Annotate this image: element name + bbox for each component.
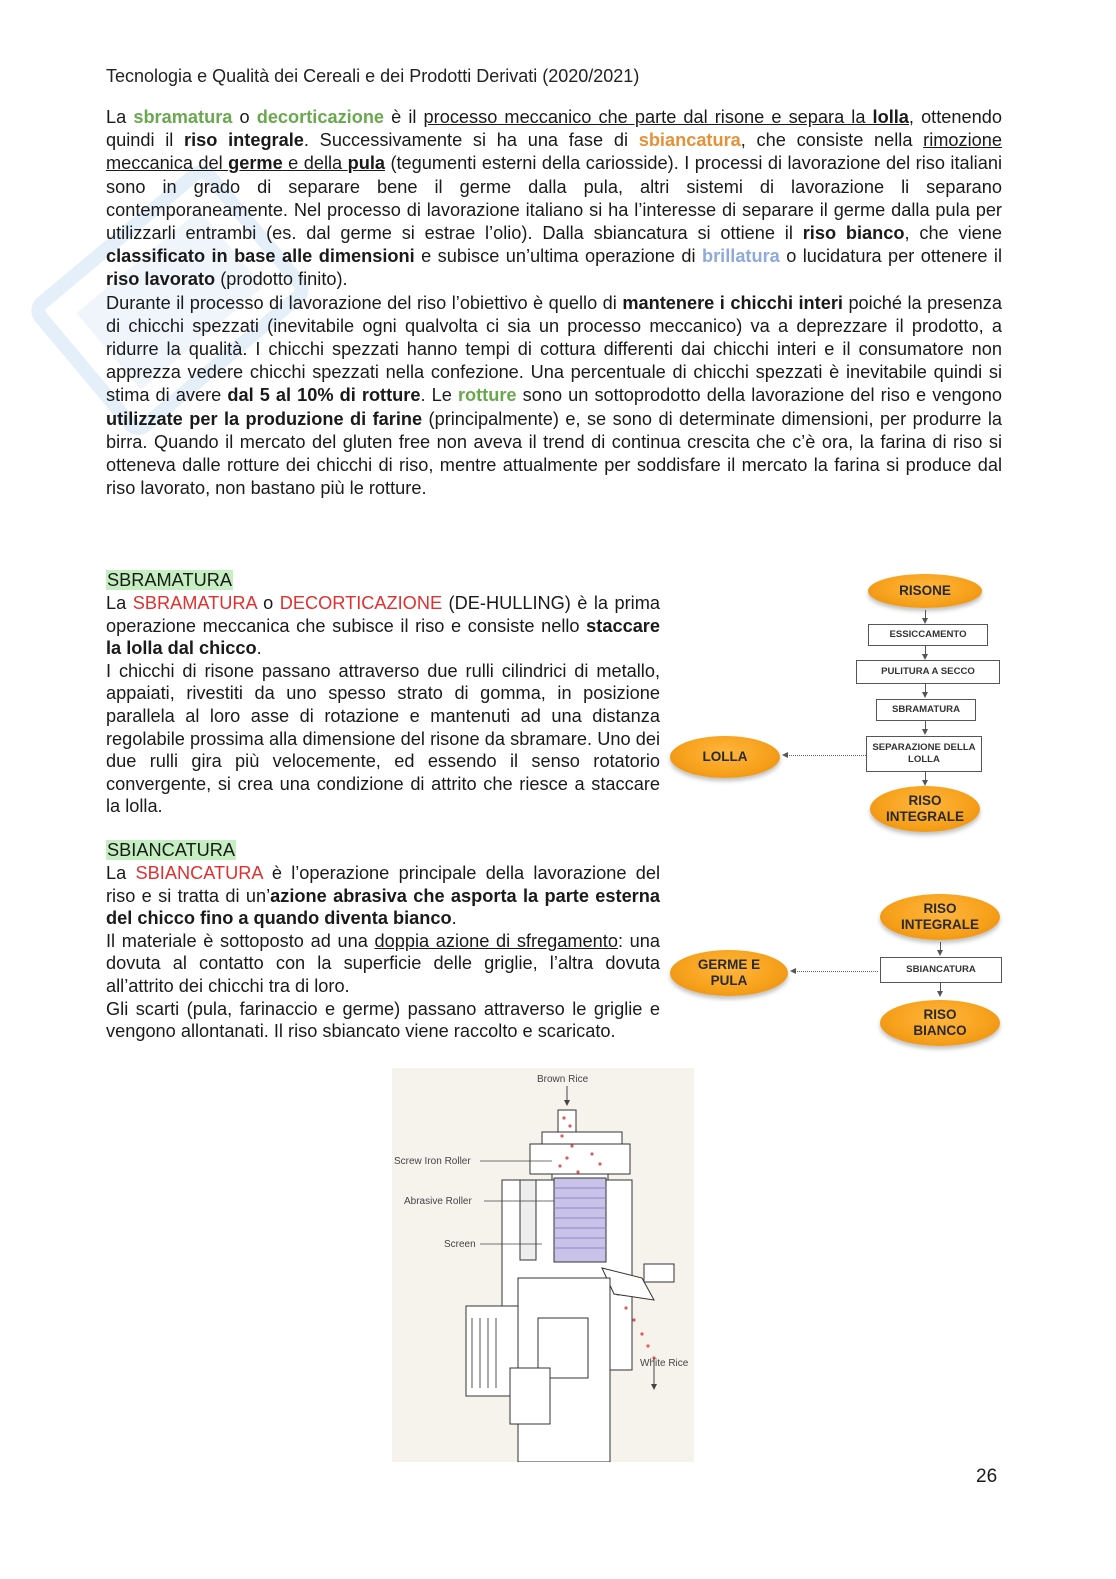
sbramatura-section	[106, 569, 660, 818]
flow-separazione: SEPARAZIONE DELLA LOLLA	[866, 736, 982, 772]
sbiancatura-paragraph-3: Gli scarti (pula, farinaccio e germe) passano attraverso le griglie e vengono allontanati. Il riso sbiancato viene raccolto e scaricato.	[106, 998, 660, 1042]
flow-riso-integrale: RISO INTEGRALE	[870, 786, 980, 832]
page-header: Tecnologia e Qualità dei Cereali e dei Prodotti Derivati (2020/2021)	[106, 66, 640, 86]
intro-text	[106, 106, 1002, 500]
label-white-rice: White Rice	[640, 1358, 689, 1369]
sbiancatura-section	[106, 839, 660, 1043]
flow-risone: RISONE	[868, 574, 982, 608]
sbiancatura-paragraph-2: Il materiale è sottoposto ad una doppia azione di sfregamento: una dovuta al contatto con la superficie delle griglie, l’altra dovuta all’attrito dei chicchi tra di loro.	[106, 930, 660, 996]
label-screen: Screen	[444, 1239, 476, 1250]
flow2-riso-integrale: RISO INTEGRALE	[880, 894, 1000, 940]
machine-illustration	[392, 1068, 694, 1462]
flow2-arrow-down-icon	[940, 983, 941, 995]
sbiancatura-title: SBIANCATURA	[107, 840, 236, 860]
flow2-arrow-down-icon	[940, 942, 941, 954]
sbramatura-paragraph-2: I chicchi di risone passano attraverso due rulli cilindrici di metallo, appaiati, rivestiti da uno spesso strato di gomma, in posizione parallela al loro asse di rotazione e mantenuti ad una distanza regolabile prossima alla dimensione del risone da sbramare. Uno dei due rulli gira più velocemente, ed essendo il senso rotatorio convergente, si crea una condizione di attrito che riesce a staccare la lolla.	[106, 660, 660, 817]
sbramatura-paragraph-1: La SBRAMATURA o DECORTICAZIONE (DE-HULLING) è la prima operazione meccanica che subisce il riso e consiste nello staccare la lolla dal chicco.	[106, 593, 660, 659]
label-brown-rice: Brown Rice	[537, 1074, 589, 1085]
flow-sbramatura: SBRAMATURA	[876, 699, 976, 721]
flow-pulitura: PULITURA A SECCO	[856, 660, 1000, 684]
label-screw-roller: Screw Iron Roller	[394, 1156, 471, 1167]
flow-arrow-down-icon	[925, 646, 926, 658]
flow2-riso-bianco: RISO BIANCO	[880, 1000, 1000, 1046]
flow2-sbiancatura: SBIANCATURA	[880, 957, 1002, 983]
flow2-germe-pula: GERME E PULA	[670, 950, 788, 996]
intro-paragraph-2: Durante il processo di lavorazione del riso l’obiettivo è quello di mantenere i chicchi interi poiché la presenza di chicchi spezzati (inevitabile ogni qualvolta ci sia un processo meccanico) va a deprezzare il prodotto, a ridurre la qualità. I chicchi spezzati hanno tempi di cottura differenti dai chicchi interi e il consumatore non apprezza vedere chicchi spezzati nella confezione. Una percentuale di chicchi spezzati è inevitabile quindi si stima di avere dal 5 al 10% di rotture. Le rotture sono un sottoprodotto della lavorazione del riso e vengono utilizzate per la produzione di farine (principalmente) e, se sono di determinate dimensioni, per produrre la birra. Quando il mercato del gluten free non aveva il trend di continua crescita che c’è ora, la farina di riso si otteneva dalle rotture dei chicchi di riso, mentre attualmente per soddisfare il mercato la farina si produce dal riso lavorato, non bastano più le rotture.	[106, 292, 1003, 499]
label-abrasive-roller: Abrasive Roller	[404, 1196, 472, 1207]
flow-arrow-down-icon	[925, 684, 926, 696]
intro-paragraph-1: La sbramatura o decorticazione è il processo meccanico che parte dal risone e separa la lolla, ottenendo quindi il riso integrale. Successivamente si ha una fase di sbiancatura, che consiste nella rimozione meccanica del germe e della pula (tegumenti esterni della cariosside). I processi di lavorazione del riso italiani sono in grado di separare bene il germe dalla pula, altri sistemi di lavorazione li separano contemporaneamente. Nel processo di lavorazione italiano si ha l’interesse di separare il germe dalla pula per utilizzarli entrambi (es. dal germe si estrae l’olio). Dalla sbiancatura si ottiene il riso bianco, che viene classificato in base alle dimensioni e subisce un’ultima operazione di brillatura o lucidatura per ottenere il riso lavorato (prodotto finito).	[106, 107, 1003, 290]
flow2-arrow-left-icon	[792, 971, 878, 972]
flow-essiccamento: ESSICCAMENTO	[868, 624, 988, 646]
flow-arrow-left-icon	[784, 755, 866, 756]
sbiancatura-paragraph-1: La SBIANCATURA è l’operazione principale della lavorazione del riso e si tratta di un’azione abrasiva che asporta la parte esterna del chicco fino a quando diventa bianco.	[106, 863, 660, 929]
flow-arrow-down-icon	[925, 721, 926, 733]
page-number: 26	[976, 1466, 998, 1487]
flow-lolla: LOLLA	[670, 736, 780, 778]
whitening-machine-diagram	[392, 1068, 694, 1462]
sbramatura-title: SBRAMATURA	[107, 570, 232, 590]
flow-arrow-down-icon	[925, 772, 926, 784]
flow-arrow-down-icon	[925, 610, 926, 622]
